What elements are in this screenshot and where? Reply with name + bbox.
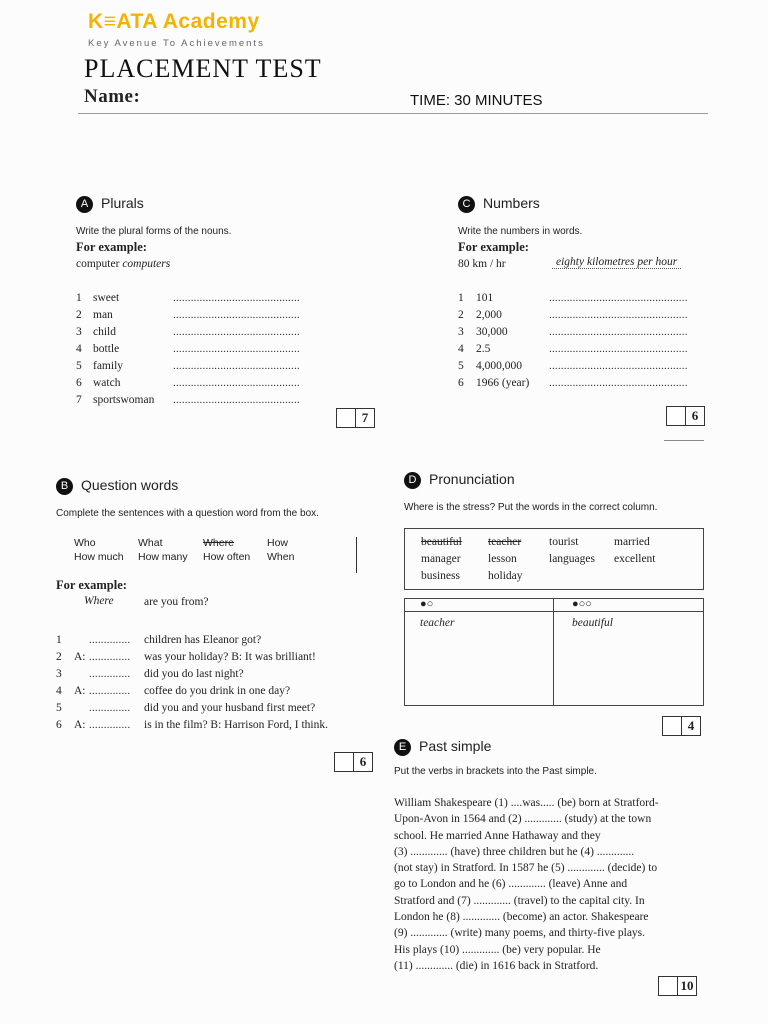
number-answer-blank[interactable]: ............................................... xyxy=(549,309,688,321)
qword-item-prefix: A: xyxy=(74,719,86,731)
section-a-score-box[interactable] xyxy=(336,408,375,428)
past-line-9: (9) ............. (write) many poems, and thirty-five plays. xyxy=(394,927,646,940)
qword-how-often: How often xyxy=(203,551,251,563)
pron-word-languages: languages xyxy=(549,553,595,565)
qword-how-many: How many xyxy=(138,551,188,563)
section-a-heading xyxy=(76,194,144,213)
plural-answer-blank[interactable]: ........................................... xyxy=(173,360,300,372)
number-item-value: 30,000 xyxy=(476,326,508,338)
section-a-example-label: For example: xyxy=(76,240,147,254)
section-c-score-blank[interactable] xyxy=(667,407,686,425)
time-label: TIME: 30 MINUTES xyxy=(410,92,543,109)
section-c-example-label: For example: xyxy=(458,240,529,254)
pron-word-holiday: holiday xyxy=(488,570,523,582)
past-line-6: go to London and he (6) ............. (leave) Anne and xyxy=(394,878,628,891)
plural-item-word: family xyxy=(93,360,124,372)
number-item-value: 2.5 xyxy=(476,343,491,355)
section-c-badge: C xyxy=(458,196,475,213)
qword-where: Where xyxy=(203,537,234,549)
plural-answer-blank[interactable]: ........................................... xyxy=(173,377,300,389)
plural-item-word: sportswoman xyxy=(93,394,155,406)
past-line-2: Upon-Avon in 1564 and (2) ............. (study) at the town xyxy=(394,813,652,826)
section-c-heading xyxy=(458,194,540,213)
pron-word-lesson: lesson xyxy=(488,553,517,565)
qword-answer-blank[interactable]: .............. xyxy=(89,651,131,663)
qword-answer-blank[interactable]: .............. xyxy=(89,685,131,697)
number-item-index: 5 xyxy=(458,360,464,372)
qword-item-text: did you and your husband first meet? xyxy=(144,702,316,714)
plural-item-number: 3 xyxy=(76,326,82,338)
plural-item-number: 1 xyxy=(76,292,82,304)
qword-item-text: did you do last night? xyxy=(144,668,244,680)
qword-answer-blank[interactable]: .............. xyxy=(89,702,131,714)
plural-item-number: 2 xyxy=(76,309,82,321)
section-c-score: 6 xyxy=(691,408,699,423)
number-answer-blank[interactable]: ............................................... xyxy=(549,343,688,355)
stress-table xyxy=(404,598,704,706)
name-label: Name: xyxy=(84,86,141,107)
academy-logo: K≡ATA Academy xyxy=(88,10,260,33)
past-line-3: school. He married Anne Hathaway and they xyxy=(394,829,601,842)
section-b-heading xyxy=(56,476,178,495)
qword-what: What xyxy=(138,537,163,549)
qword-item-text: coffee do you drink in one day? xyxy=(144,685,291,697)
page-title: PLACEMENT TEST xyxy=(84,54,322,83)
plural-item-number: 7 xyxy=(76,394,82,406)
qword-how: How xyxy=(267,537,289,549)
qword-item-text: is in the film? B: Harrison Ford, I think. xyxy=(144,719,328,731)
section-a-instruction: Write the plural forms of the nouns. xyxy=(76,226,232,237)
section-b-title: Question words xyxy=(81,477,179,494)
section-b-example-answer: Where xyxy=(84,595,114,607)
section-c-divider xyxy=(664,440,704,441)
past-line-1: William Shakespeare (1) ....was..... (be) born at Stratford- xyxy=(394,797,659,809)
qword-how-much: How much xyxy=(74,551,124,563)
qword-item-text: was your holiday? B: It was brilliant! xyxy=(144,651,316,663)
stress-table-header-line xyxy=(404,611,704,612)
number-answer-blank[interactable]: ............................................... xyxy=(549,326,688,338)
qword-item-text: children has Eleanor got? xyxy=(144,634,262,646)
past-line-11: (11) ............. (die) in 1616 back in Stratford. xyxy=(394,959,599,972)
section-c-score-box[interactable] xyxy=(666,406,705,426)
qword-item-number: 4 xyxy=(56,685,62,697)
plural-answer-blank[interactable]: ........................................... xyxy=(173,292,300,304)
section-d-score: 4 xyxy=(687,718,695,733)
section-a-example xyxy=(76,258,170,270)
section-c-example-answer: eighty kilometres per hour xyxy=(552,256,681,269)
section-c-instruction: Write the numbers in words. xyxy=(458,226,583,237)
stress-pattern-1: ●○ xyxy=(420,598,434,610)
stress-col1-example: teacher xyxy=(420,617,455,629)
section-e-score-blank[interactable] xyxy=(659,977,678,995)
section-c-title: Numbers xyxy=(483,195,540,212)
number-item-index: 6 xyxy=(458,377,464,389)
number-item-value: 1966 (year) xyxy=(476,377,530,389)
number-item-value: 101 xyxy=(476,292,494,304)
qword-item-prefix: A: xyxy=(74,651,86,663)
plural-item-number: 4 xyxy=(76,343,82,355)
word-box-edge xyxy=(356,537,357,573)
plural-answer-blank[interactable]: ........................................... xyxy=(173,326,300,338)
section-d-instruction: Where is the stress? Put the words in the correct column. xyxy=(404,502,658,513)
stress-col2-example: beautiful xyxy=(572,617,613,629)
number-answer-blank[interactable]: ............................................... xyxy=(549,360,688,372)
past-line-4: (3) ............. (have) three children but he (4) ............. xyxy=(394,845,635,858)
section-a-example-answer: computers xyxy=(122,258,171,270)
number-answer-blank[interactable]: ............................................... xyxy=(549,292,688,304)
plural-answer-blank[interactable]: ........................................... xyxy=(173,309,300,321)
pron-word-married: married xyxy=(614,536,650,548)
section-e-score: 10 xyxy=(680,978,694,993)
qword-when: When xyxy=(267,551,295,563)
logo-tagline: Key Avenue To Achievements xyxy=(88,38,265,49)
past-line-8: London he (8) ............. (become) an actor. Shakespeare xyxy=(394,911,649,924)
section-e-badge: E xyxy=(394,739,411,756)
qword-answer-blank[interactable]: .............. xyxy=(89,719,131,731)
pron-word-teacher: teacher xyxy=(488,536,522,548)
section-e-instruction: Put the verbs in brackets into the Past simple. xyxy=(394,766,597,777)
section-d-title: Pronunciation xyxy=(429,471,515,488)
number-item-index: 1 xyxy=(458,292,464,304)
pron-word-excellent: excellent xyxy=(614,553,656,565)
stress-table-divider xyxy=(553,598,554,706)
number-item-index: 2 xyxy=(458,309,464,321)
pron-word-manager: manager xyxy=(421,553,461,565)
number-item-value: 4,000,000 xyxy=(476,360,522,372)
stress-pattern-2: ●○○ xyxy=(572,598,592,610)
section-a-badge: A xyxy=(76,196,93,213)
number-item-index: 4 xyxy=(458,343,464,355)
section-b-example-text: are you from? xyxy=(144,596,209,608)
past-line-7: Stratford and (7) ............. (travel) to the capital city. In xyxy=(394,894,645,907)
section-a-score-blank[interactable] xyxy=(337,409,356,427)
qword-item-number: 6 xyxy=(56,719,62,731)
section-e-heading xyxy=(394,737,491,756)
section-b-score-box[interactable] xyxy=(334,752,373,772)
qword-answer-blank[interactable]: .............. xyxy=(89,668,131,680)
section-b-score: 6 xyxy=(359,754,367,769)
plural-item-number: 5 xyxy=(76,360,82,372)
qword-item-number: 3 xyxy=(56,668,62,680)
pron-word-business: business xyxy=(421,570,460,582)
plural-item-word: child xyxy=(93,326,116,338)
plural-answer-blank[interactable]: ........................................... xyxy=(173,343,300,355)
number-item-value: 2,000 xyxy=(476,309,502,321)
section-e-title: Past simple xyxy=(419,738,492,755)
section-d-score-blank[interactable] xyxy=(663,717,682,735)
section-b-example-label: For example: xyxy=(56,578,127,592)
plural-item-word: bottle xyxy=(93,343,120,355)
section-b-instruction: Complete the sentences with a question word from the box. xyxy=(56,508,319,519)
qword-item-number: 1 xyxy=(56,634,62,646)
qword-who: Who xyxy=(74,537,96,549)
section-d-heading xyxy=(404,470,515,489)
section-c-example-value: 80 km / hr xyxy=(458,258,506,270)
past-line-5: (not stay) in Stratford. In 1587 he (5) ............. (decide) to xyxy=(394,862,658,875)
section-e-paragraph xyxy=(394,795,659,974)
section-d-badge: D xyxy=(404,472,421,489)
qword-answer-blank[interactable]: .............. xyxy=(89,634,131,646)
plural-item-number: 6 xyxy=(76,377,82,389)
pron-word-beautiful: beautiful xyxy=(421,536,462,548)
number-item-index: 3 xyxy=(458,326,464,338)
qword-item-number: 2 xyxy=(56,651,62,663)
pron-word-tourist: tourist xyxy=(549,536,579,548)
section-b-badge: B xyxy=(56,478,73,495)
section-a-title: Plurals xyxy=(101,195,144,212)
plural-item-word: sweet xyxy=(93,292,120,304)
plural-item-word: man xyxy=(93,309,113,321)
plural-answer-blank[interactable]: ........................................... xyxy=(173,394,300,406)
section-e-score-box[interactable] xyxy=(658,976,697,996)
plural-item-word: watch xyxy=(93,377,121,389)
past-line-10: His plays (10) ............. (be) very popular. He xyxy=(394,943,601,956)
qword-item-prefix: A: xyxy=(74,685,86,697)
qword-item-number: 5 xyxy=(56,702,62,714)
header-divider xyxy=(78,113,708,114)
section-b-score-blank[interactable] xyxy=(335,753,354,771)
section-d-score-box[interactable] xyxy=(662,716,701,736)
section-a-example-word: computer xyxy=(76,258,120,270)
number-answer-blank[interactable]: ............................................... xyxy=(549,377,688,389)
section-a-score: 7 xyxy=(361,410,369,425)
